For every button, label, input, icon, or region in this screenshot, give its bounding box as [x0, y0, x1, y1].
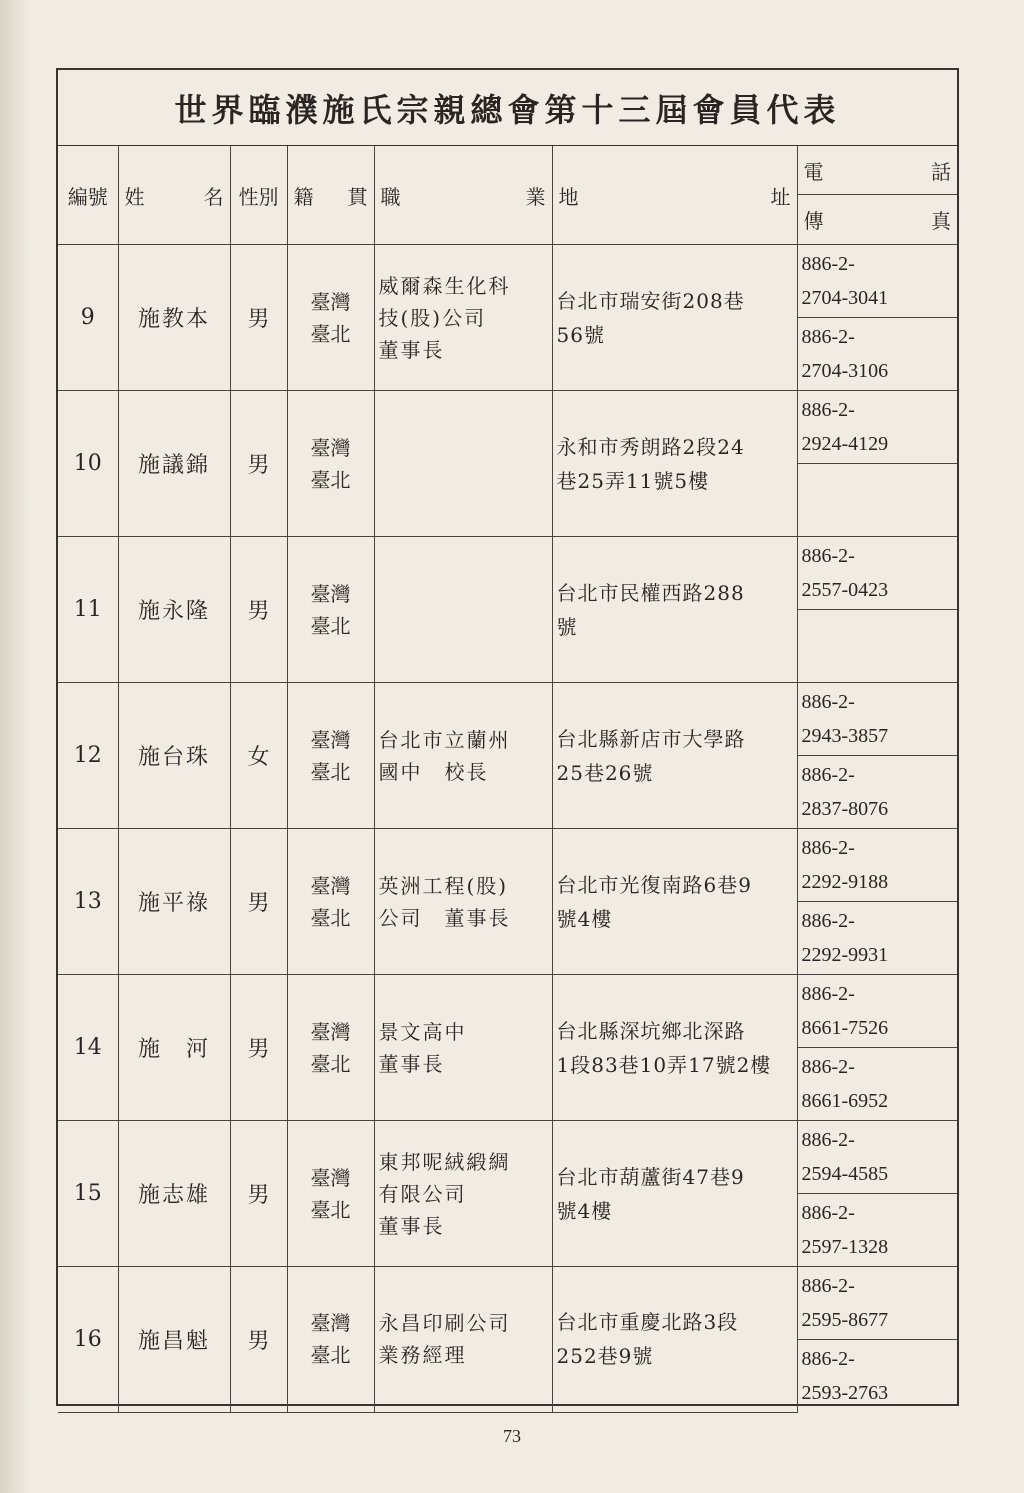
- member-phone: [797, 245, 957, 318]
- header-origin: [287, 146, 374, 245]
- header-name-left: 姓: [124, 184, 145, 209]
- member-job: [374, 245, 552, 391]
- origin-line: 臺灣: [310, 1019, 351, 1044]
- origin-line: 臺灣: [310, 289, 351, 314]
- phone-line: 2594-4585: [801, 1163, 889, 1185]
- member-row: [58, 1121, 957, 1194]
- address-line: 號: [556, 614, 578, 639]
- phone-line: 886-2-: [801, 399, 855, 421]
- job-line: 公司 董事長: [378, 905, 511, 930]
- header-fax: [797, 195, 957, 245]
- member-no: 11: [58, 537, 118, 683]
- member-origin: [287, 683, 374, 829]
- job-line: 董事長: [378, 1213, 445, 1238]
- fax-line: 2597-1328: [801, 1236, 889, 1258]
- header-row: [58, 146, 957, 195]
- phone-line: 2704-3041: [801, 287, 889, 309]
- member-address: [552, 1267, 797, 1413]
- member-origin: [287, 1267, 374, 1413]
- header-job: [374, 146, 552, 245]
- origin-line: 臺灣: [310, 581, 351, 606]
- member-row: [58, 391, 957, 464]
- member-phone: [797, 975, 957, 1048]
- origin-line: 臺北: [310, 1343, 351, 1368]
- phone-line: 886-2-: [801, 837, 855, 859]
- member-fax: [797, 318, 957, 391]
- address-line: 號4樓: [556, 1198, 613, 1223]
- member-fax: [797, 756, 957, 829]
- job-line: 景文高中: [378, 1019, 467, 1044]
- fax-line: 2292-9931: [801, 944, 889, 966]
- member-roster-table: [58, 146, 957, 1413]
- origin-line: 臺灣: [310, 1165, 351, 1190]
- phone-line: 8661-7526: [801, 1017, 889, 1039]
- member-row: [58, 537, 957, 610]
- member-sex: 男: [230, 245, 287, 391]
- member-no: 16: [58, 1267, 118, 1413]
- member-fax: [797, 464, 957, 537]
- member-row: [58, 1267, 957, 1340]
- member-no: 12: [58, 683, 118, 829]
- address-line: 25巷26號: [556, 760, 654, 785]
- member-job: [374, 829, 552, 975]
- header-origin-left: 籍: [293, 184, 314, 209]
- member-name: 施志雄: [118, 1121, 230, 1267]
- origin-line: 臺灣: [310, 873, 351, 898]
- member-name: 施台珠: [118, 683, 230, 829]
- origin-line: 臺灣: [310, 727, 351, 752]
- member-address: [552, 391, 797, 537]
- origin-line: 臺灣: [310, 435, 351, 460]
- phone-line: 2557-0423: [801, 579, 889, 601]
- member-name: 施教本: [118, 245, 230, 391]
- fax-line: 886-2-: [801, 1202, 855, 1224]
- member-phone: [797, 1121, 957, 1194]
- member-no: 9: [58, 245, 118, 391]
- member-address: [552, 975, 797, 1121]
- member-name: 施平祿: [118, 829, 230, 975]
- phone-line: 886-2-: [801, 253, 855, 275]
- member-sex: 男: [230, 975, 287, 1121]
- job-line: 永昌印刷公司: [378, 1311, 511, 1336]
- job-line: 業務經理: [378, 1343, 467, 1368]
- header-fax-left: 傳: [803, 209, 824, 234]
- address-line: 台北市重慶北路3段: [556, 1310, 739, 1335]
- member-no: 14: [58, 975, 118, 1121]
- header-sex-label: 性別: [238, 184, 279, 209]
- address-line: 台北市瑞安街208巷: [556, 288, 745, 313]
- origin-line: 臺北: [310, 321, 351, 346]
- member-sex: 男: [230, 1267, 287, 1413]
- origin-line: 臺北: [310, 613, 351, 638]
- address-line: 永和市秀朗路2段24: [556, 434, 745, 459]
- address-line: 台北縣新店市大學路: [556, 726, 746, 751]
- address-line: 台北縣深坑鄉北深路: [556, 1018, 746, 1043]
- member-address: [552, 683, 797, 829]
- member-sex: 男: [230, 537, 287, 683]
- member-fax: [797, 1194, 957, 1267]
- roster-frame: [56, 68, 959, 1406]
- header-fax-right: 真: [931, 209, 951, 234]
- phone-line: 886-2-: [801, 1275, 855, 1297]
- address-line: 台北市葫蘆街47巷9: [556, 1164, 745, 1189]
- fax-line: 886-2-: [801, 1348, 855, 1370]
- origin-line: 臺灣: [310, 1311, 351, 1336]
- member-row: [58, 975, 957, 1048]
- header-phone-right: 話: [931, 159, 951, 184]
- member-row: [58, 245, 957, 318]
- member-fax: [797, 610, 957, 683]
- job-line: 董事長: [378, 337, 445, 362]
- member-row: [58, 829, 957, 902]
- header-no-label: 編號: [67, 184, 108, 209]
- member-no: 10: [58, 391, 118, 537]
- member-job: [374, 1121, 552, 1267]
- fax-line: 886-2-: [801, 764, 855, 786]
- member-address: [552, 829, 797, 975]
- fax-line: 886-2-: [801, 1056, 855, 1078]
- member-phone: [797, 1267, 957, 1340]
- page-binding-shadow: [0, 0, 30, 1493]
- header-address-right: 址: [770, 184, 791, 209]
- member-no: 13: [58, 829, 118, 975]
- origin-line: 臺北: [310, 1197, 351, 1222]
- member-phone: [797, 537, 957, 610]
- member-address: [552, 537, 797, 683]
- header-phone: [797, 146, 957, 195]
- phone-line: 886-2-: [801, 545, 855, 567]
- origin-line: 臺北: [310, 759, 351, 784]
- title-band: [58, 70, 957, 146]
- address-line: 1段83巷10弄17號2樓: [556, 1052, 772, 1077]
- job-line: 技(股)公司: [378, 305, 487, 330]
- member-address: [552, 1121, 797, 1267]
- member-job: [374, 975, 552, 1121]
- member-origin: [287, 829, 374, 975]
- page-number: 73: [503, 1426, 521, 1446]
- header-sex: [230, 146, 287, 245]
- member-address: [552, 245, 797, 391]
- member-origin: [287, 245, 374, 391]
- fax-line: 8661-6952: [801, 1090, 889, 1112]
- member-name: 施昌魁: [118, 1267, 230, 1413]
- header-no: [58, 146, 118, 245]
- address-line: 台北市光復南路6巷9: [556, 872, 752, 897]
- member-name: 施 河: [118, 975, 230, 1121]
- member-sex: 男: [230, 391, 287, 537]
- member-fax: [797, 1340, 957, 1413]
- member-origin: [287, 975, 374, 1121]
- job-line: 威爾森生化科: [378, 273, 511, 298]
- job-line: 董事長: [378, 1051, 445, 1076]
- header-phone-left: 電: [803, 159, 824, 184]
- fax-line: 2704-3106: [801, 360, 889, 382]
- member-no: 15: [58, 1121, 118, 1267]
- job-line: 東邦呢絨緞綢: [378, 1149, 511, 1174]
- fax-line: 886-2-: [801, 910, 855, 932]
- origin-line: 臺北: [310, 905, 351, 930]
- fax-line: 2837-8076: [801, 798, 889, 820]
- phone-line: 2924-4129: [801, 433, 889, 455]
- page-title: 世界臨濮施氏宗親總會第十三屆會員代表: [174, 90, 841, 129]
- member-origin: [287, 391, 374, 537]
- header-job-left: 職: [380, 184, 401, 209]
- member-row: [58, 683, 957, 756]
- header-job-right: 業: [525, 184, 546, 209]
- address-line: 巷25弄11號5樓: [556, 468, 710, 493]
- member-sex: 女: [230, 683, 287, 829]
- member-name: 施議錦: [118, 391, 230, 537]
- address-line: 號4樓: [556, 906, 613, 931]
- header-name-right: 名: [203, 184, 224, 209]
- member-fax: [797, 1048, 957, 1121]
- fax-line: 886-2-: [801, 326, 855, 348]
- member-job: [374, 683, 552, 829]
- address-line: 252巷9號: [556, 1344, 654, 1369]
- job-line: 國中 校長: [378, 759, 489, 784]
- phone-line: 886-2-: [801, 1129, 855, 1151]
- phone-line: 2943-3857: [801, 725, 889, 747]
- member-name: 施永隆: [118, 537, 230, 683]
- job-line: 台北市立蘭州: [378, 727, 511, 752]
- address-line: 56號: [556, 322, 605, 347]
- header-address: [552, 146, 797, 245]
- member-phone: [797, 829, 957, 902]
- job-line: 有限公司: [378, 1181, 467, 1206]
- phone-line: 886-2-: [801, 691, 855, 713]
- member-job: [374, 537, 552, 683]
- member-phone: [797, 391, 957, 464]
- header-origin-right: 貫: [347, 184, 368, 209]
- phone-line: 2595-8677: [801, 1309, 889, 1331]
- phone-line: 2292-9188: [801, 871, 889, 893]
- member-origin: [287, 537, 374, 683]
- header-address-left: 地: [558, 184, 579, 209]
- member-fax: [797, 902, 957, 975]
- origin-line: 臺北: [310, 467, 351, 492]
- member-job: [374, 391, 552, 537]
- member-origin: [287, 1121, 374, 1267]
- origin-line: 臺北: [310, 1051, 351, 1076]
- phone-line: 886-2-: [801, 983, 855, 1005]
- fax-line: 2593-2763: [801, 1382, 889, 1404]
- member-sex: 男: [230, 829, 287, 975]
- address-line: 台北市民權西路288: [556, 580, 745, 605]
- job-line: 英洲工程(股): [378, 873, 509, 898]
- member-job: [374, 1267, 552, 1413]
- member-sex: 男: [230, 1121, 287, 1267]
- header-name: [118, 146, 230, 245]
- member-phone: [797, 683, 957, 756]
